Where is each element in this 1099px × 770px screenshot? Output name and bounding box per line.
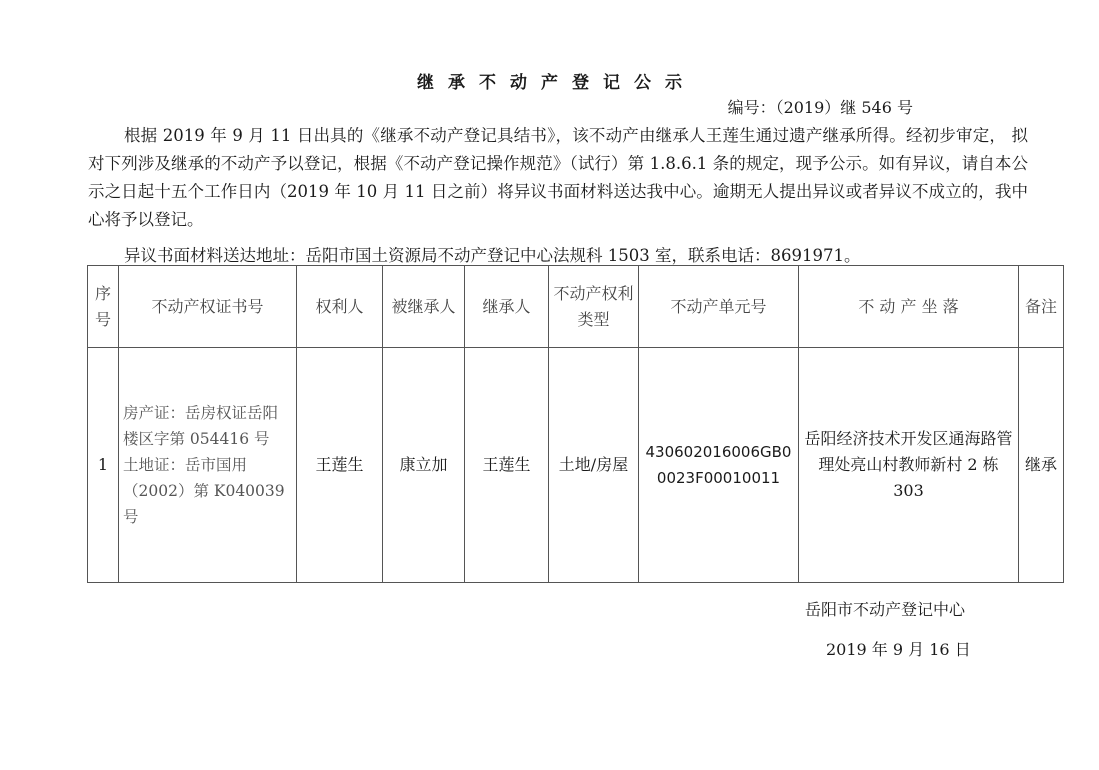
header-unit-no: 不动产单元号: [639, 266, 799, 348]
cell-unit-no: 430602016006GB00023F00010011: [639, 348, 799, 583]
header-heir: 继承人: [465, 266, 549, 348]
issuing-organization: 岳阳市不动产登记中心: [805, 600, 966, 619]
table-header-row: [88, 266, 1064, 348]
house-cert: 房产证：岳房权证岳阳楼区字第 054416 号: [123, 404, 279, 448]
objection-address: 异议书面材料送达地址：岳阳市国土资源局不动产登记中心法规科 1503 室，联系电话：8691971。: [124, 246, 861, 265]
header-decedent: 被继承人: [383, 266, 465, 348]
cell-decedent: 康立加: [383, 348, 465, 583]
header-remark: 备注: [1019, 266, 1064, 348]
document-number: 编号：（2019）继 546 号: [727, 98, 913, 117]
header-right-type: 不动产权利类型: [549, 266, 639, 348]
cell-cert-no: [119, 348, 297, 583]
cell-right-holder: 王莲生: [297, 348, 383, 583]
notice-body: 根据 2019 年 9 月 11 日出具的《继承不动产登记具结书》，该不动产由继承人王莲生通过遗产继承所得。经初步审定， 拟对下列涉及继承的不动产予以登记，根据《不动产登记操作规范》（试行）第 1.8.6.1 条的规定，现予公示。如有异议，请自本公示之日起十五个工作日内（2019 年 10 月 11 日之前）将异议书面材料送达我中心。逾期无人提出异议或者异议不成立的，我中心将予以登记。: [88, 126, 1028, 229]
land-cert: 土地证：岳市国用（2002）第 K040039 号: [123, 456, 285, 526]
header-seq: 序号: [88, 266, 119, 348]
header-cert-no: 不动产权证书号: [119, 266, 297, 348]
cell-seq: 1: [88, 348, 119, 583]
cell-location: 岳阳经济技术开发区通海路管理处亮山村教师新村 2 栋 303: [799, 348, 1019, 583]
table-row: [88, 348, 1064, 583]
header-location: 不 动 产 坐 落: [799, 266, 1019, 348]
cell-right-type: 土地/房屋: [549, 348, 639, 583]
cell-heir: 王莲生: [465, 348, 549, 583]
header-right-holder: 权利人: [297, 266, 383, 348]
cell-remark: 继承: [1019, 348, 1064, 583]
issue-date: 2019 年 9 月 16 日: [826, 640, 971, 659]
property-table: [87, 265, 1064, 583]
notice-title: 继承不动产登记公示: [417, 73, 696, 93]
